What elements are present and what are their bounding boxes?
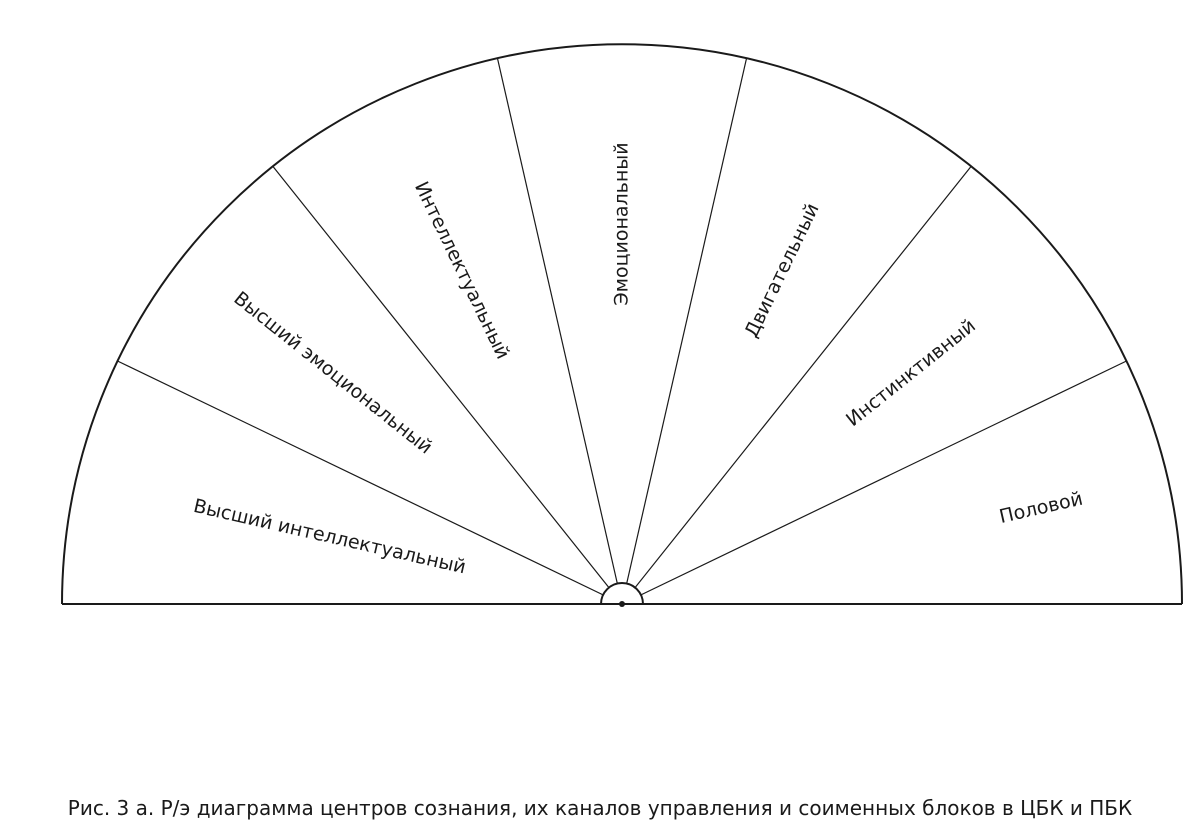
center-dot [619, 601, 625, 607]
sector-divider [497, 58, 622, 604]
sector-label-sexual: Половой [997, 487, 1085, 528]
sector-label-intellectual: Интеллектуальный [409, 178, 514, 363]
sector-label-higher-emotional: Высший эмоциональный [229, 287, 437, 459]
sector-label-instinctive: Инстинктивный [842, 314, 980, 432]
sector-label-higher-intellectual: Высший интеллектуальный [191, 494, 468, 579]
sector-label-motor: Двигательный [740, 199, 824, 341]
sector-divider [622, 58, 747, 604]
sector-labels [191, 142, 1085, 578]
figure-caption: Рис. 3 а. Р/э диаграмма центров сознания, их каналов управления и соименных блоков в ЦБК и ПБК [67, 796, 1133, 820]
sector-label-emotional: Эмоциональный [610, 142, 633, 306]
